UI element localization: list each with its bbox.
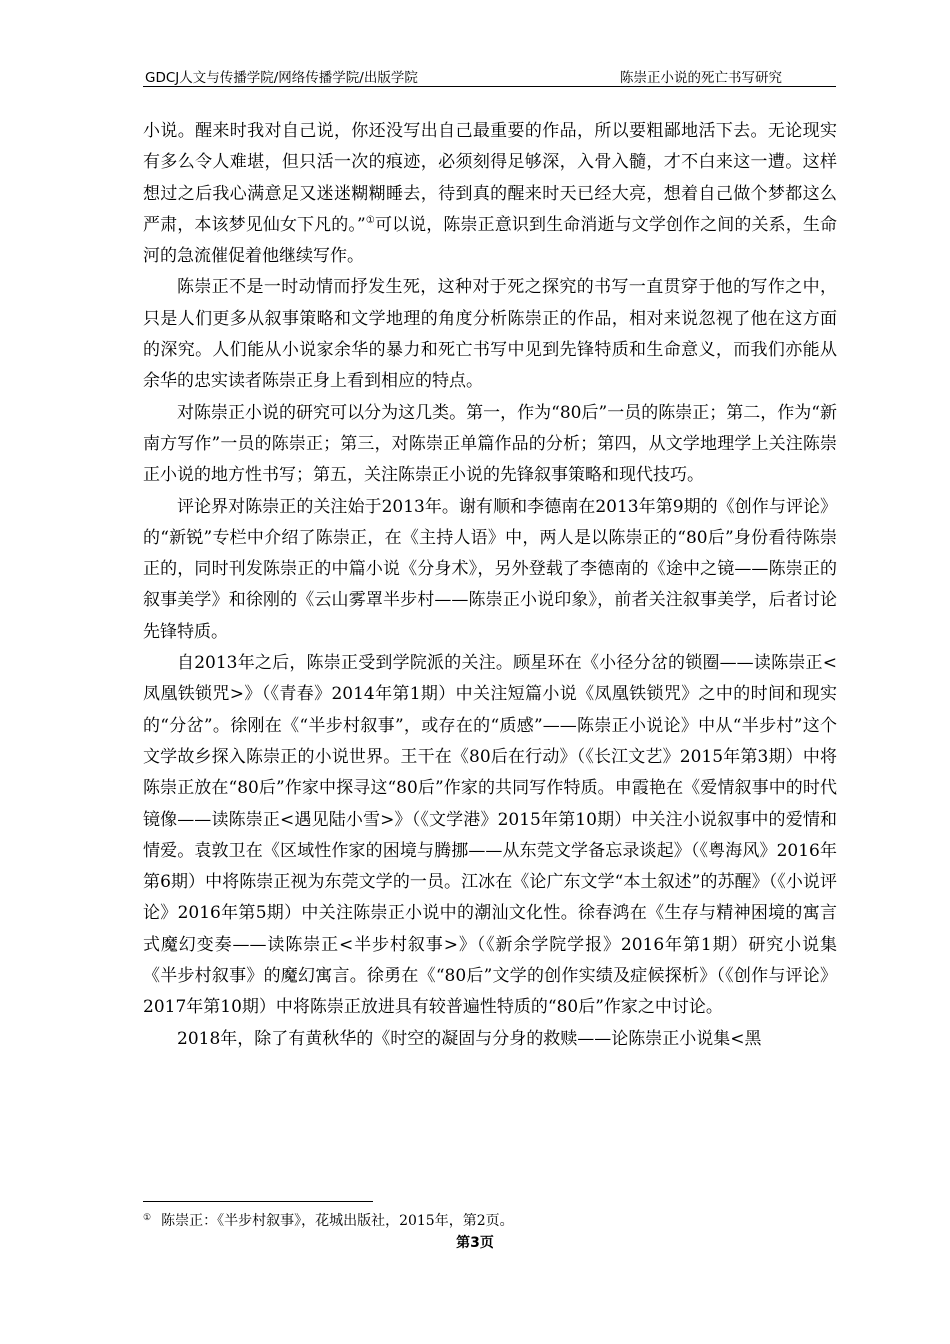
footnote-mark: ①	[143, 1213, 152, 1223]
paragraph: 自2013年之后，陈崇正受到学院派的关注。顾星环在《小径分岔的锁圈——读陈崇正<凤凰铁锁咒>》（《青春》2014年第1期）中关注短篇小说《凤凰铁锁咒》之中的时间和现实的“分岔”。徐刚在《“半步村叙事”，或存在的“质感”——陈崇正小说论》中从“半步村”这个文学故乡探入陈崇正的小说世界。王干在《80后在行动》（《长江文艺》2015年第3期）中将陈崇正放在“80后”作家中探寻这“80后”作家的共同写作特质。申霞艳在《爱情叙事中的时代镜像——读陈崇正<遇见陆小雪>》（《文学港》2015年第10期）中关注小说叙事中的爱情和情爱。袁敦卫在《区域性作家的困境与腾挪——从东莞文学备忘录谈起》（《粤海风》2016年第6期）中将陈崇正视为东莞文学的一员。江冰在《论广东文学“本土叙述”的苏醒》（《小说评论》2016年第5期）中关注陈崇正小说中的潮汕文化性。徐春鸿在《生存与精神困境的寓言式魔幻变奏——读陈崇正<半步村叙事>》（《新余学院学报》2016年第1期）研究小说集《半步村叙事》的魔幻寓言。徐勇在《“80后”文学的创作实绩及症候探析》（《创作与评论》2017年第10期）中将陈崇正放进具有较普遍性特质的“80后”作家之中讨论。	[143, 653, 837, 1018]
body-text	[143, 116, 837, 1055]
header-thesis-title: 陈崇正小说的死亡书写研究	[620, 70, 782, 86]
footnote-separator	[143, 1201, 373, 1202]
paragraph-text: 可以说，陈崇正意识到生命消逝与文学创作之间的关系，生命河的急流催促着他继续写作。	[143, 214, 837, 267]
paragraph-text: 小说。醒来时我对自己说，你还没写出自己最重要的作品，所以要粗鄙地活下去。无论现实有多么令人难堪，但只活一次的痕迹，必须刻得足够深，入骨入髓，才不白来这一遭。这样想过之后我心满意足又迷迷糊糊睡去，待到真的醒来时天已经大亮，想着自己做个梦都这么严肃，本该梦见仙女下凡的。”	[143, 121, 837, 235]
footnote	[143, 1210, 837, 1230]
paragraph: 评论界对陈崇正的关注始于2013年。谢有顺和李德南在2013年第9期的《创作与评论》的“新锐”专栏中介绍了陈崇正，在《主持人语》中，两人是以陈崇正的“80后”身份看待陈崇正的，同时刊发陈崇正的中篇小说《分身术》，另外登载了李德南的《途中之镜——陈崇正的叙事美学》和徐刚的《云山雾罩半步村——陈崇正小说印象》，前者关注叙事美学，后者讨论先锋特质。	[143, 496, 837, 642]
footnote-text: 陈崇正：《半步村叙事》，花城出版社，2015年，第2页。	[161, 1213, 514, 1229]
paragraph: 2018年，除了有黄秋华的《时空的凝固与分身的救赎——论陈崇正小说集<黑	[177, 1028, 762, 1049]
header-institution: GDCJ人文与传播学院/网络传播学院/出版学院	[145, 70, 418, 86]
paragraph: 陈崇正不是一时动情而抒发生死，这种对于死之探究的书写一直贯穿于他的写作之中，只是人们更多从叙事策略和文学地理的角度分析陈崇正的作品，相对来说忽视了他在这方面的深究。人们能从小说家余华的暴力和死亡书写中见到先锋特质和生命意义，而我们亦能从余华的忠实读者陈崇正身上看到相应的特点。	[143, 277, 837, 392]
running-header	[143, 62, 836, 87]
paragraph: 对陈崇正小说的研究可以分为这几类。第一，作为“80后”一员的陈崇正；第二，作为“新南方写作”一员的陈崇正；第三，对陈崇正单篇作品的分析；第四，从文学地理学上关注陈崇正小说的地方性书写；第五，关注陈崇正小说的先锋叙事策略和现代技巧。	[143, 402, 837, 486]
footnote-reference[interactable]: ①	[365, 214, 375, 226]
page-number: 第3页	[456, 1235, 494, 1251]
paragraph	[143, 116, 837, 272]
